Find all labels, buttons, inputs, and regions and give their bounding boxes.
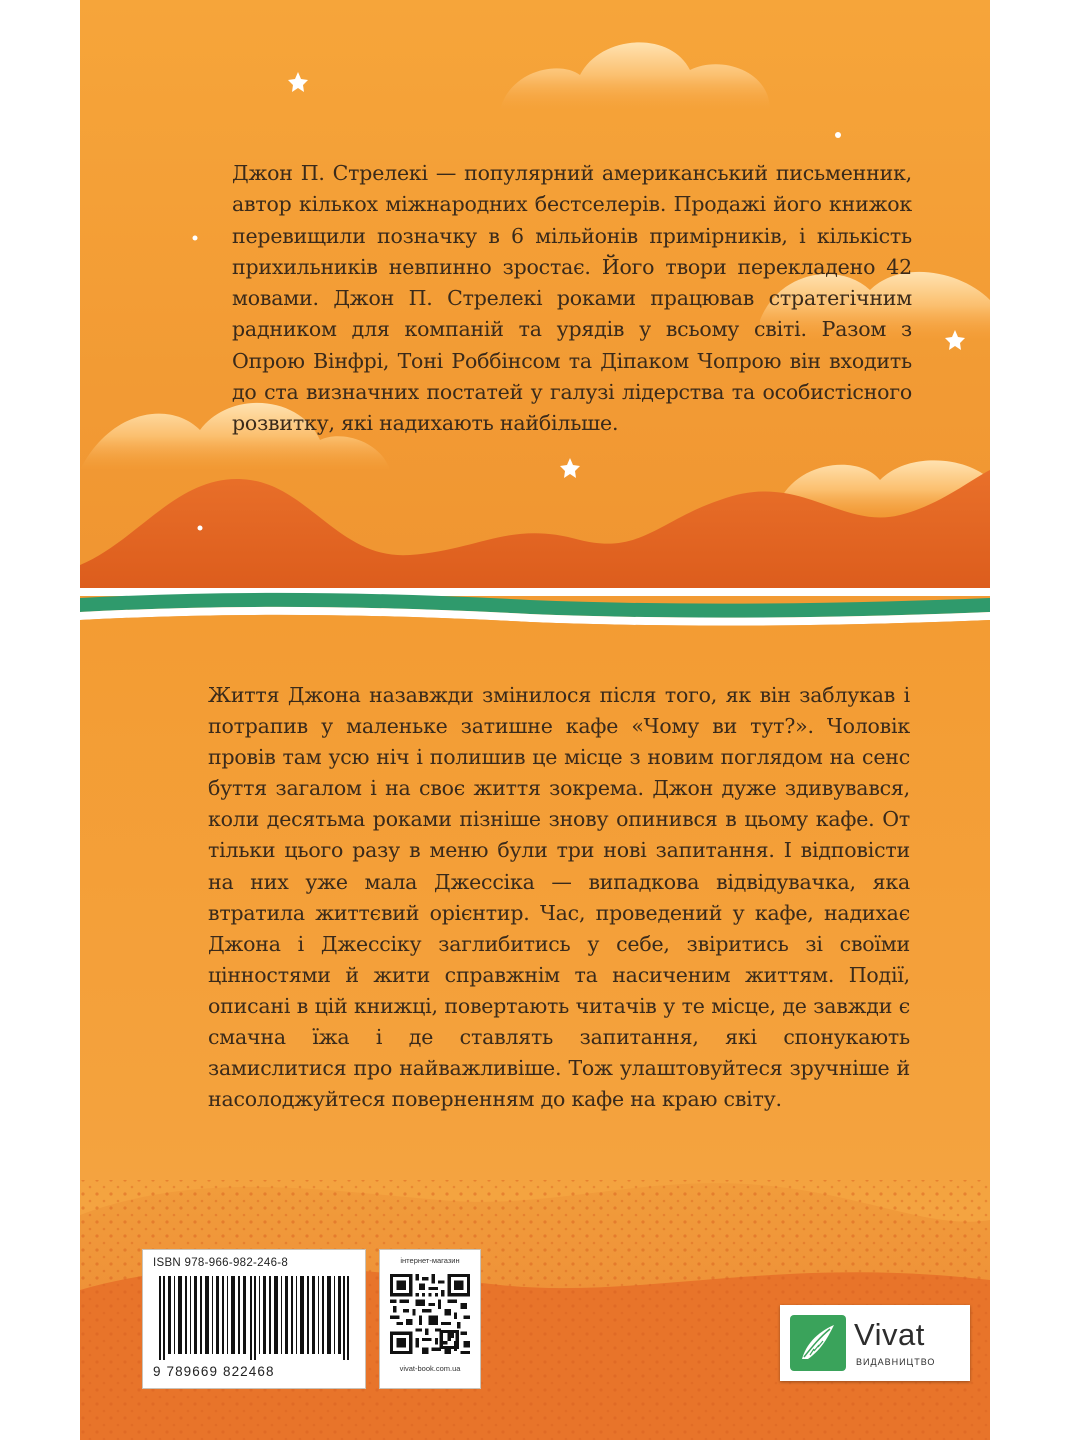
author-bio: Джон П. Стрелекі — популярний американський письменник, автор кількох міжнародних бестселерів. Продажі його книжок перевищили позначку в 6 мільйонів примірників, і кількість прихильників невпинно зростає. Його твори перекладено 42 мовами. Джон П. Стрелекі роками працював стратегічним радником для компаній та урядів у всьому світі. Разом з Опрою Вінфрі, Тоні Роббінсом та Діпаком Чопрою він входить до ста визначних постатей у галузі лідерства та особистісного розвитку, які надихають найбільше. (232, 161, 912, 436)
book-annotation: Життя Джона назавжди змінилося після того, як він заблукав і потрапив у маленьке затишне кафе «Чому ви тут?». Чоловік провів там усю ніч і полишив це місце з новим поглядом на сенс буття загалом і на своє життя зокрема. Джон дуже здивувався, коли десятьма роками пізніше знову опинився в цьому кафе. От тільки цього разу в меню були три нові запитання. І відповісти на них уже мала Джессіка — випадкова відвідувачка, яка втратила життєвий орієнтир. Час, проведений у кафе, надихає Джона і Джессіку заглибитись у себе, звіритись зі своїми цінностями й жити справжнім та насиченим життям. Події, описані в цій книжці, повертають читачів у те місце, де завжди є смачна їжа і де ставлять запитання, які спонукають замислитися про найважливіше. Тож улаштовуйтеся зручніше й насолоджуйтеся поверненням до кафе на краю світу. (208, 683, 910, 1112)
barcode (155, 1276, 353, 1360)
publisher-subtitle: ВИДАВНИЦТВО (856, 1357, 936, 1367)
barcode-digits: 9 789669 822468 (153, 1364, 275, 1379)
qr-code (390, 1274, 470, 1354)
qr-caption: інтернет-магазин (400, 1256, 460, 1265)
publisher-logo-box (780, 1305, 970, 1381)
qr-url: vivat-book.com.ua (399, 1364, 461, 1373)
vivat-leaf-logo (790, 1315, 846, 1371)
isbn-number: ISBN 978-966-982-246-8 (153, 1257, 289, 1269)
publisher-name: Vivat (854, 1317, 925, 1352)
shop-qr-label (380, 1250, 480, 1388)
book-back-cover (80, 0, 990, 1440)
isbn-barcode-label (143, 1250, 365, 1388)
